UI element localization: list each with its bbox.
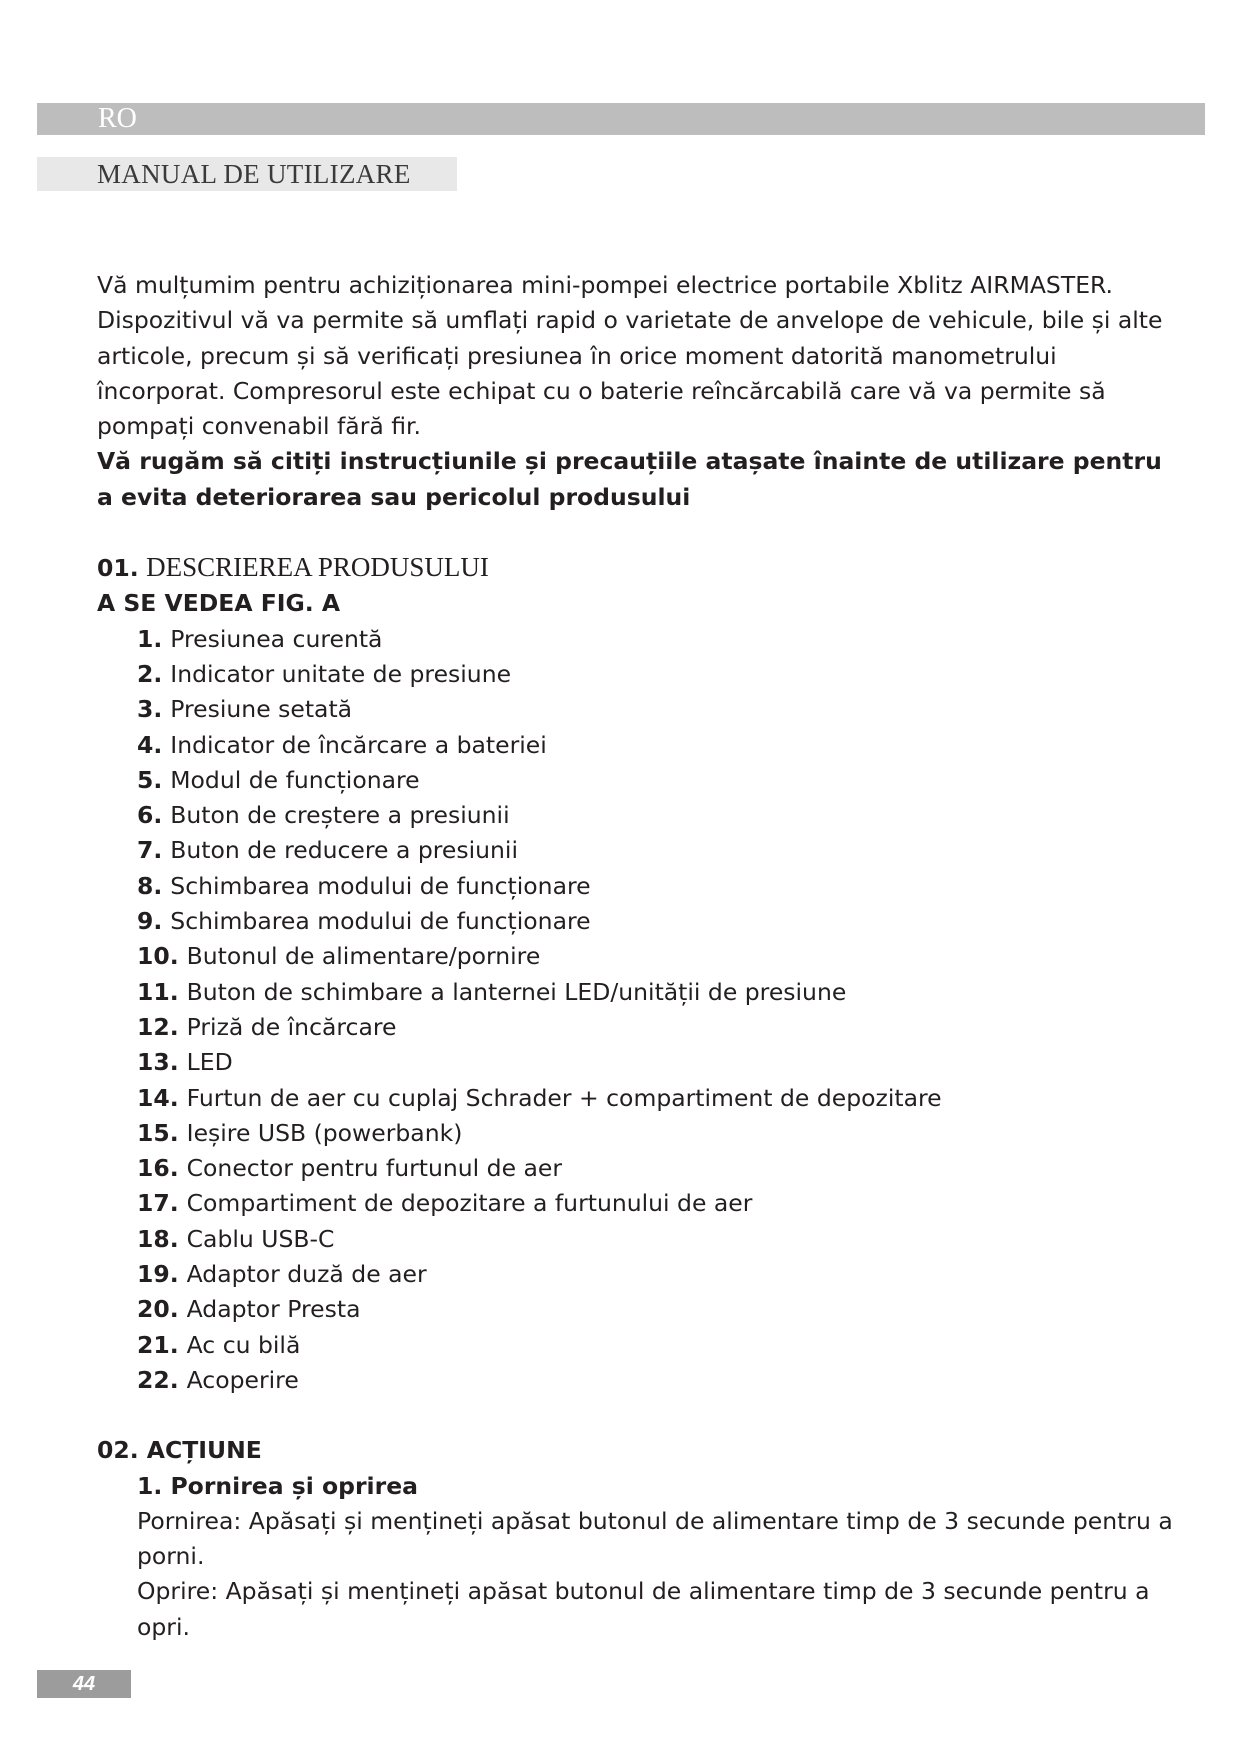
- list-item: 11. Buton de schimbare a lanternei LED/unității de presiune: [137, 977, 847, 1006]
- list-item: 22. Acoperire: [137, 1365, 299, 1394]
- list-item: 20. Adaptor Presta: [137, 1295, 361, 1324]
- power-off-text: Oprire: Apăsați și mențineți apăsat butonul de alimentare timp de 3 secunde pentru a opri.: [137, 1577, 1150, 1641]
- page-number: 44: [37, 1670, 131, 1698]
- manual-title: MANUAL DE UTILIZARE: [37, 157, 457, 191]
- list-item: 21. Ac cu bilă: [137, 1330, 301, 1359]
- list-item: 12. Priză de încărcare: [137, 1012, 397, 1041]
- list-item: 10. Butonul de alimentare/pornire: [137, 942, 541, 971]
- list-item: 1. Presiunea curentă: [137, 624, 383, 653]
- list-item: 14. Furtun de aer cu cuplaj Schrader + compartiment de depozitare: [137, 1083, 942, 1112]
- parts-list: [97, 622, 1177, 1399]
- power-on-text: Pornirea: Apăsați și mențineți apăsat butonul de alimentare timp de 3 secunde pentru a porni.: [137, 1506, 1173, 1571]
- list-item: 16. Conector pentru furtunul de aer: [137, 1154, 563, 1183]
- list-item: 5. Modul de funcționare: [137, 765, 420, 794]
- language-header-bar: RO: [37, 103, 1205, 135]
- section-2-subheading: 1. Pornirea și oprirea: [137, 1471, 418, 1500]
- intro-paragraph: Vă mulțumim pentru achiziționarea mini-pompei electrice portabile Xblitz AIRMASTER. Dispozitivul vă va permite să umflați rapid o varietate de anvelope de vehicule, bile și alte articole, precum și să verificați presiunea în orice moment datorită manometrului încorporat. Compresorul este echipat cu o baterie reîncărcabilă care vă va permite să pompați convenabil fără fir.: [97, 271, 1163, 441]
- list-item: 8. Schimbarea modului de funcționare: [137, 871, 591, 900]
- section-1-heading: [97, 550, 1177, 586]
- section-1-number: 01.: [97, 554, 139, 583]
- list-item: 13. LED: [137, 1048, 233, 1077]
- section-1-title: DESCRIEREA PRODUSULUI: [146, 552, 489, 583]
- list-item: 2. Indicator unitate de presiune: [137, 659, 512, 688]
- list-item: 3. Presiune setată: [137, 695, 353, 724]
- list-item: 15. Ieșire USB (powerbank): [137, 1118, 463, 1147]
- list-item: 7. Buton de reducere a presiunii: [137, 836, 518, 865]
- list-item: 4. Indicator de încărcare a bateriei: [137, 730, 547, 759]
- section-1-subtitle: A SE VEDEA FIG. A: [97, 589, 341, 618]
- section-2-heading: 02. ACȚIUNE: [97, 1436, 262, 1465]
- list-item: 19. Adaptor duză de aer: [137, 1260, 427, 1289]
- page-content: [97, 268, 1177, 1645]
- list-item: 17. Compartiment de depozitare a furtunului de aer: [137, 1189, 753, 1218]
- list-item: 6. Buton de creștere a presiunii: [137, 801, 510, 830]
- list-item: 9. Schimbarea modului de funcționare: [137, 907, 591, 936]
- list-item: 18. Cablu USB-C: [137, 1224, 335, 1253]
- intro-warning: Vă rugăm să citiți instrucțiunile și precauțiile atașate înainte de utilizare pentru a evita deteriorarea sau pericolul produsului: [97, 447, 1162, 511]
